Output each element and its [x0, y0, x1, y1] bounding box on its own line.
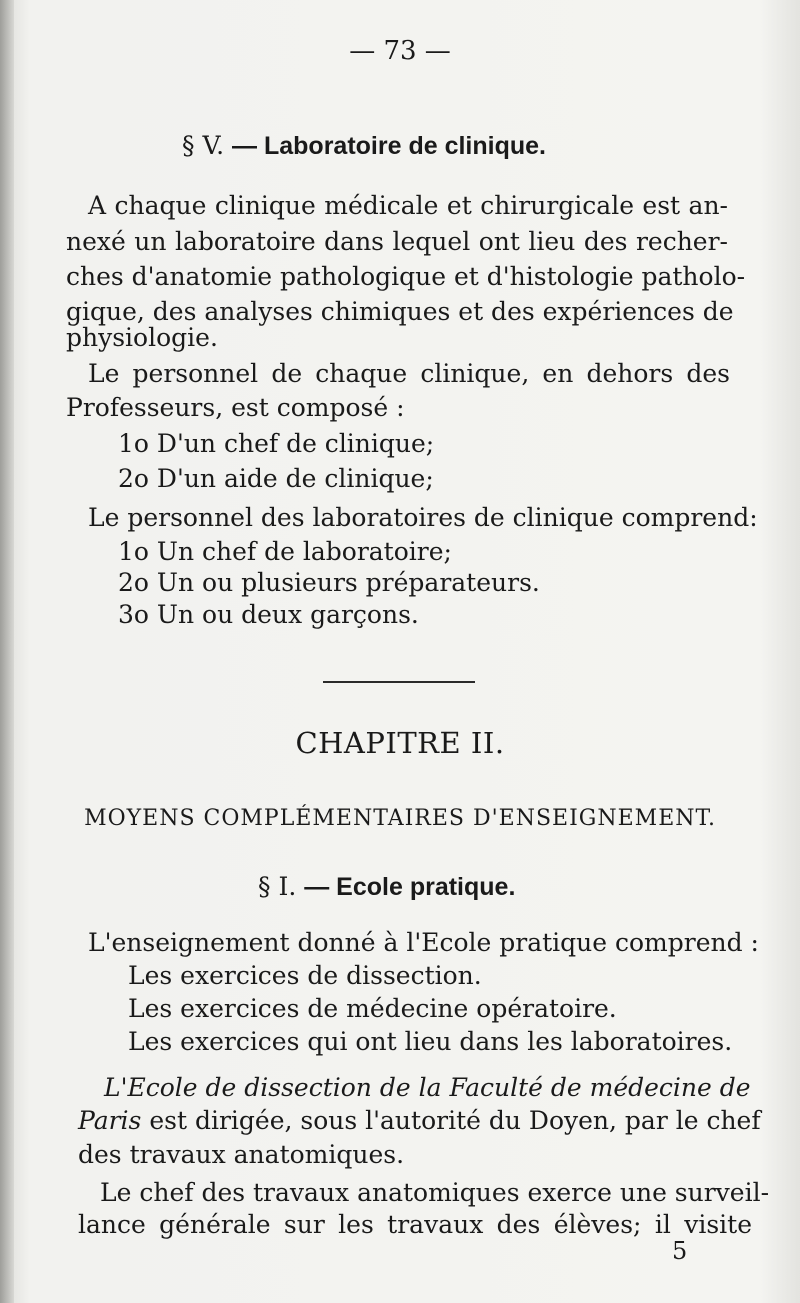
paragraph-line: nexé un laboratoire dans lequel ont lieu des recher- [66, 227, 728, 256]
section-mark: § I. [258, 872, 297, 901]
paragraph-line: gique, des analyses chimiques et des expériences de [66, 297, 734, 326]
paragraph-line: Le personnel des laboratoires de clinique comprend: [88, 503, 758, 532]
paragraph-line: L'enseignement donné à l'Ecole pratique comprend : [88, 928, 759, 957]
paragraph-line-mixed [78, 1106, 761, 1136]
paragraph-line: L'Ecole de dissection de la Faculté de médecine de [104, 1073, 751, 1102]
paragraph-line: A chaque clinique médicale et chirurgicale est an- [88, 191, 728, 220]
section-heading-laboratoire [182, 131, 546, 161]
list-item: 2o Un ou plusieurs préparateurs. [118, 568, 540, 597]
italic-word: Paris [78, 1106, 142, 1135]
page-number: — 73 — [349, 36, 451, 66]
paragraph-line: lance générale sur les travaux des élèves; il visite [78, 1210, 752, 1239]
paragraph-line: Professeurs, est composé : [66, 393, 405, 422]
section-mark: § V. [182, 131, 225, 160]
chapter-subtitle: MOYENS COMPLÉMENTAIRES D'ENSEIGNEMENT. [84, 806, 716, 831]
paragraph-line: physiologie. [66, 323, 218, 352]
list-item: Les exercices de dissection. [128, 961, 482, 990]
paragraph-line: Le chef des travaux anatomiques exerce une surveil- [100, 1178, 770, 1207]
list-item: 3o Un ou deux garçons. [118, 600, 419, 629]
page-gutter-shadow [0, 0, 14, 1303]
separator-rule [323, 681, 475, 683]
paragraph-line: ches d'anatomie pathologique et d'histologie patholo- [66, 262, 746, 291]
list-item: Les exercices qui ont lieu dans les laboratoires. [128, 1027, 733, 1056]
paragraph-line: Le personnel de chaque clinique, en dehors des [88, 359, 730, 388]
paragraph-text: est dirigée, sous l'autorité du Doyen, par le chef [141, 1106, 761, 1135]
signature-mark: 5 [672, 1237, 688, 1265]
section-title: — Laboratoire de clinique. [232, 132, 546, 160]
paragraph-line: des travaux anatomiques. [78, 1140, 405, 1169]
list-item: 2o D'un aide de clinique; [118, 464, 434, 493]
section-heading-ecole-pratique [258, 872, 515, 902]
list-item: 1o D'un chef de clinique; [118, 429, 435, 458]
section-title: — Ecole pratique. [304, 873, 516, 901]
list-item: 1o Un chef de laboratoire; [118, 537, 452, 566]
list-item: Les exercices de médecine opératoire. [128, 994, 617, 1023]
chapter-title: CHAPITRE II. [295, 726, 505, 760]
